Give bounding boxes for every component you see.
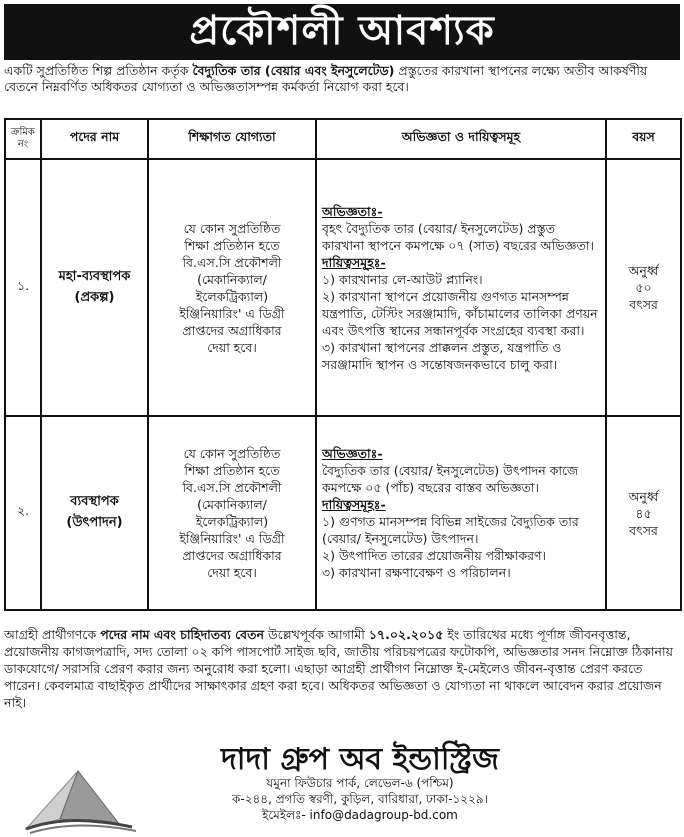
intro-text-1: একটি সুপ্রতিষ্ঠিত শিল্প প্রতিষ্ঠান কর্তৃক (4, 63, 193, 78)
experience-text: বৈদ্যুতিক তার (বেয়ার/ ইনসুলেটেড) উৎপাদন কাজে কমপক্ষে ০৫ (পাঁচ) বছরের বাস্তব অভিজ্ঞতা। (322, 463, 579, 495)
row-post (41, 159, 148, 416)
header-serial: ক্রমিক নং (5, 119, 41, 159)
duty-item: ৩) কারখানা রক্ষণাবেক্ষণ ও পরিচালন। (322, 565, 511, 580)
education-line: (মেকানিক্যাল/ (197, 271, 267, 287)
table-row (5, 416, 681, 610)
education-line: শিক্ষা প্রতিষ্ঠান হতে (184, 463, 280, 478)
intro-text-2: প্রস্তুতের কারখানা স্থাপনের লক্ষ্যে অতীব আকর্ষণীয় বেতনে নিম্নবর্ণিত অধিকতর যোগ্যতা ও অভিজ্ঞতাসম্পন্ন কর্মকর্তা নিয়োগ করা হবে। (4, 63, 648, 94)
age-label: অনুর্ধ্ব (628, 488, 659, 504)
age-value: ৪৫ (635, 505, 652, 521)
education-line: বি.এস.সি প্রকৌশলী (182, 254, 282, 270)
duty-item: ১) কারখানার লে-আউট প্ল্যানিং। (322, 271, 483, 287)
education-line: দেয়া হবে। (207, 565, 257, 580)
header-experience: অভিজ্ঞতা ও দায়িত্বসমূহ (316, 119, 606, 159)
company-address-line-1: যমুনা ফিউচার পার্ক, লেভেল-৬ (পশ্চিম) (266, 776, 454, 790)
duties-heading: দায়িত্বসমূহঃ- (322, 497, 386, 512)
pyramid-logo-icon (20, 769, 140, 835)
post-title: মহা-ব্যবস্থাপক (58, 268, 131, 284)
jobs-table (4, 118, 682, 611)
company-address-line-2: ক-২৪৪, প্রগতি স্বরণী, কুড়িল, বারিধারা, ঢাকা-১২২৯। (231, 792, 489, 806)
post-subtitle: (প্রকল্প) (74, 289, 115, 305)
table-row (5, 159, 681, 416)
application-instructions (4, 626, 680, 711)
row-experience (316, 159, 606, 416)
row-post (41, 416, 148, 610)
education-line: দেয়া হবে। (207, 339, 257, 355)
age-unit: বৎসর (629, 522, 658, 538)
headline-banner (4, 4, 680, 60)
education-line: শিক্ষা প্রতিষ্ঠান হতে (184, 237, 280, 253)
duty-item: ১) গুণগত মানসম্পন্ন বিভিন্ন সাইজের বৈদ্যুতিক তার (বেয়ার/ ইনসুলেটেড) উৎপাদন। (322, 514, 579, 546)
table-header-row (5, 119, 681, 159)
education-line: ইঞ্জিনিয়ারিং' এ ডিগ্রী (179, 531, 285, 546)
education-line: প্রাপ্তদের অগ্রাধিকার (182, 548, 282, 563)
row-experience (316, 416, 606, 610)
header-age: বয়স (606, 119, 681, 159)
education-line: ইলেকট্রিক্যাল) (195, 288, 269, 304)
header-post: পদের নাম (41, 119, 148, 159)
duties-heading: দায়িত্বসমূহঃ- (322, 254, 386, 270)
instructions-bold-1: পদের নাম এবং চাহিদাতব্য বেতন (100, 627, 264, 642)
row-age (606, 159, 681, 416)
row-serial: ২. (5, 416, 41, 610)
experience-heading: অভিজ্ঞতাঃ- (322, 203, 383, 219)
age-label: অনুর্ধ্ব (628, 263, 659, 278)
education-line: প্রাপ্তদের অগ্রাধিকার (182, 322, 282, 338)
education-line: ইলেকট্রিক্যাল) (195, 514, 269, 529)
intro-highlight: বৈদ্যুতিক তার (বেয়ার এবং ইনসুলেটেড) (192, 63, 395, 78)
instructions-text-2: উল্লেখপূর্বক আগামী (263, 627, 369, 642)
education-line: (মেকানিক্যাল/ (197, 497, 267, 512)
age-value: ৫০ (635, 280, 652, 295)
row-age (606, 416, 681, 610)
duty-item: ৩) কারখানা স্থাপনের প্রাক্কলন প্রস্তুত, যন্ত্রপাতি ও সরঞ্জামাদি স্থাপন ও সন্তোষজনকভাবে চালু করা। (322, 339, 562, 372)
experience-text: বৃহৎ বৈদ্যুতিক তার (বেয়ার/ ইনসুলেটেড) প্রস্তুত কারখানা স্থাপনে কমপক্ষে ০৭ (সাত) বছরের অভিজ্ঞতা। (322, 220, 594, 253)
education-line: বি.এস.সি প্রকৌশলী (182, 480, 282, 495)
duty-item: ২) কারখানা স্থাপনে প্রয়োজনীয় গুণগত মানসম্পন্ন যন্ত্রপাতি, টেস্টিং সরঞ্জামাদি, কাঁচামালের তালিকা প্রণয়ন এবং উৎপত্তি স্থানের সন্ধানপূর্বক সংগ্রহের ব্যবস্থা করা। (322, 288, 598, 338)
row-education (148, 416, 316, 610)
education-line: যে কোন সুপ্রতিষ্ঠিত (183, 446, 281, 461)
company-name: দাদা গ্রুপ অব ইন্ডাস্ট্রিজ (220, 742, 499, 777)
deadline-date: ১৭.০২.২০১৫ (368, 627, 444, 642)
header-education: শিক্ষাগত যোগ্যতা (148, 119, 316, 159)
company-block (0, 735, 684, 837)
duty-item: ২) উৎপাদিত তারের প্রয়োজনীয় পরীক্ষাকরণ। (322, 548, 546, 563)
instructions-text-3: ইং তারিখের মধ্যে পূর্ণাঙ্গ জীবনবৃত্তান্ত, প্রয়োজনীয় কাগজপত্রাদি, সদ্য তোলা ০২ কপি পাসপোর্ট সাইজ ছবি, জাতীয় পরিচয়পত্রের ফটোকপি, অভিজ্ঞতার সনদ নিম্নোক্ত ঠিকানায় ডাকযোগে/ সরাসরি প্রেরণ করার জন্য অনুরোধ করা হলো। এছাড়া আগ্রহী প্রার্থীগণ নিম্নোক্ত ই-মেইলেও জীবন-বৃত্তান্ত প্রেরণ করতে পারেন। কেবলমাত্র বাছাইকৃত প্রার্থীদের সাক্ষাৎকার গ্রহণ করা হবে। অধিকতর অভিজ্ঞতা ও যোগ্যতা না থাকলে আবেদন করার প্রয়োজন নাই। (4, 627, 673, 710)
headline-title: প্রকৌশলী আবশ্যক (189, 7, 495, 54)
row-education (148, 159, 316, 416)
age-unit: বৎসর (629, 297, 658, 312)
education-line: যে কোন সুপ্রতিষ্ঠিত (183, 220, 281, 236)
row-serial: ১. (5, 159, 41, 416)
post-subtitle: (উৎপাদন) (66, 515, 123, 530)
experience-heading: অভিজ্ঞতাঃ- (322, 446, 383, 461)
company-email: ইমেইলঃ- info@dadagroup-bd.com (262, 808, 458, 822)
intro-paragraph (4, 63, 680, 95)
post-title: ব্যবস্থাপক (70, 494, 119, 509)
education-line: ইঞ্জিনিয়ারিং' এ ডিগ্রী (179, 305, 285, 321)
instructions-text-1: আগ্রহী প্রার্থীগণকে (4, 627, 101, 642)
